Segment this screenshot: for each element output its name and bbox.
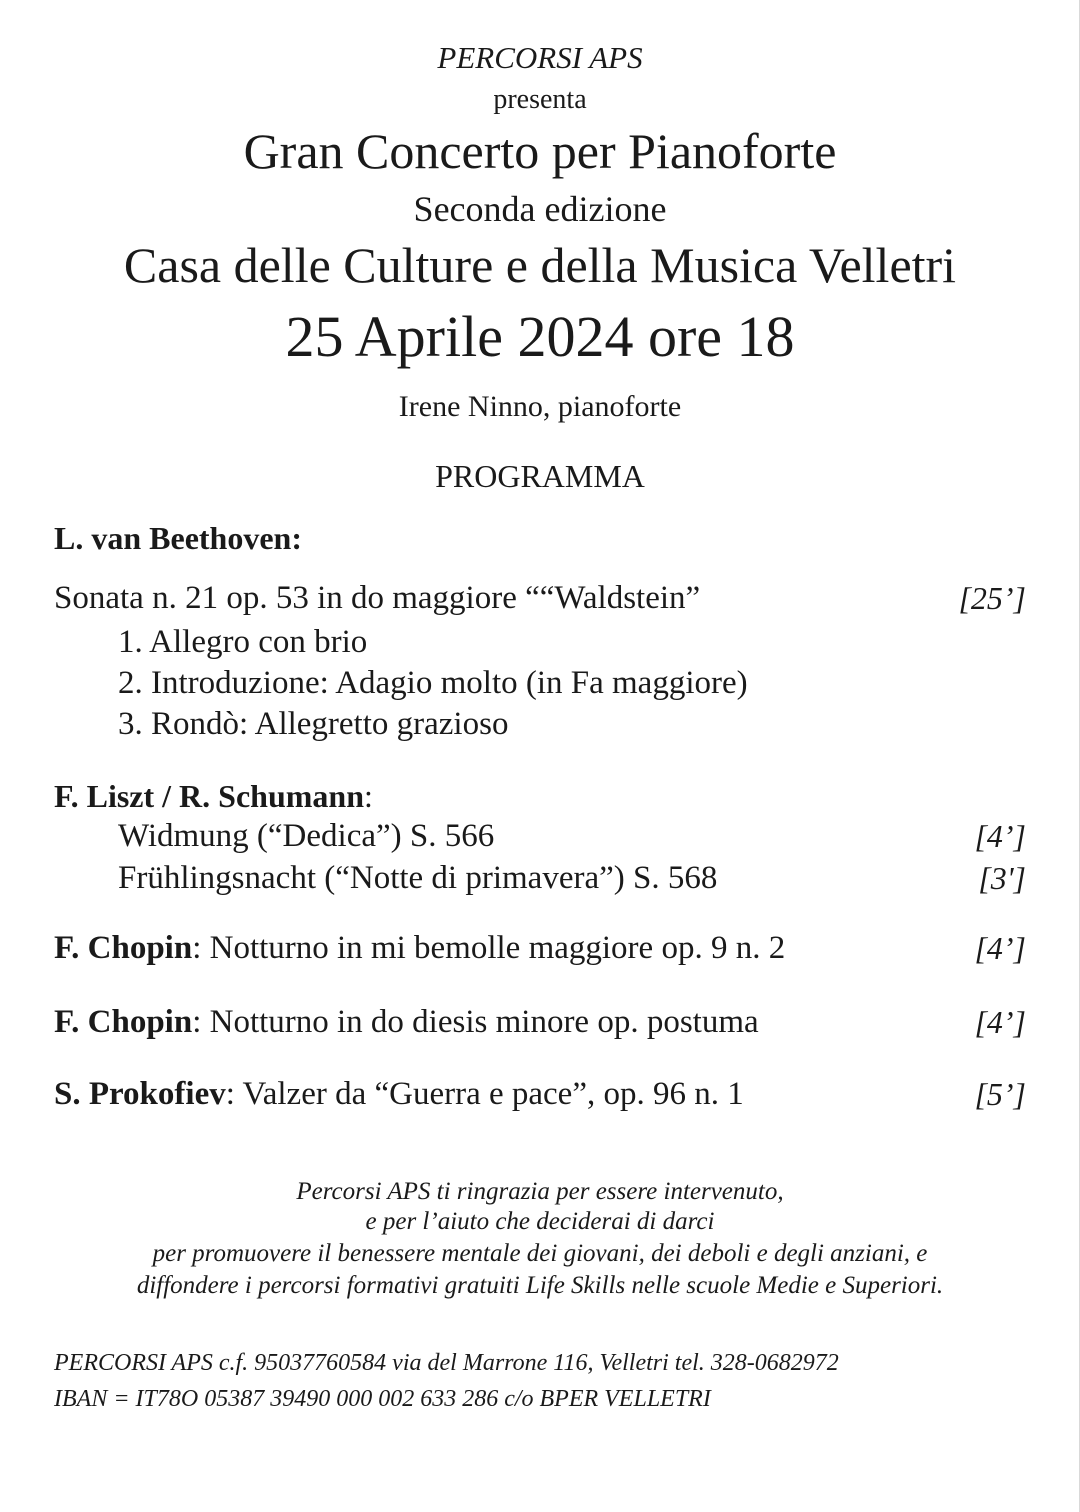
thanks-line-3: per promuovere il benessere mentale dei giovani, dei deboli e degli anziani, e <box>152 1240 928 1267</box>
composer-name: S. Prokofiev <box>54 1076 226 1112</box>
composer-name: L. van Beethoven: <box>54 520 302 556</box>
thanks-line-4: diffondere i percorsi formativi gratuiti Life Skills nelle scuole Medie e Superiori. <box>136 1272 944 1299</box>
composer-name: F. Chopin <box>54 930 193 966</box>
footer-iban: IBAN = IT78O 05387 39490 000 002 633 286 c/o BPER VELLETRI <box>54 1386 711 1412</box>
organizer-name: PERCORSI APS <box>437 40 643 75</box>
edition-text: Seconda edizione <box>413 189 667 229</box>
program-item-chopin-nocturne-op9 <box>54 930 785 967</box>
duration-chopin-op9: [4’] <box>974 930 1026 966</box>
program-item-chopin-nocturne-postuma <box>54 1004 759 1041</box>
composer-colon: : <box>364 778 373 814</box>
thanks-line-2: e per l’aiuto che deciderai di darci <box>365 1208 715 1235</box>
duration-chopin-postuma: [4’] <box>974 1004 1026 1040</box>
performer-text: Irene Ninno, pianoforte <box>398 390 682 423</box>
footer-contact: PERCORSI APS c.f. 95037760584 via del Marrone 116, Velletri tel. 328-0682972 <box>54 1350 839 1376</box>
work-title: : Notturno in do diesis minore op. postuma <box>192 1004 759 1040</box>
work-widmung: Widmung (“Dedica”) S. 566 <box>118 818 495 854</box>
composer-beethoven <box>54 520 302 557</box>
composer-name: F. Liszt / R. Schumann <box>54 778 364 814</box>
work-title: : Notturno in mi bemolle maggiore op. 9 n. 2 <box>192 930 786 966</box>
venue-text: Casa delle Culture e della Musica Velletri <box>123 237 957 293</box>
duration-widmung: [4’] <box>974 818 1026 854</box>
duration-fruhlingsnacht: [3'] <box>978 860 1026 896</box>
movement-1: 1. Allegro con brio <box>118 624 368 660</box>
concert-title: Gran Concerto per Pianoforte <box>243 123 837 179</box>
composer-liszt-schumann <box>54 778 373 815</box>
work-fruhlingsnacht: Frühlingsnacht (“Notte di primavera”) S. 568 <box>118 860 718 896</box>
work-waldstein: Sonata n. 21 op. 53 in do maggiore ““Waldstein” <box>54 580 701 616</box>
composer-name: F. Chopin <box>54 1004 193 1040</box>
program-item-prokofiev-waltz <box>54 1076 744 1113</box>
movement-2: 2. Introduzione: Adagio molto (in Fa maggiore) <box>118 665 748 701</box>
concert-datetime: 25 Aprile 2024 ore 18 <box>285 304 795 369</box>
duration-prokofiev: [5’] <box>974 1076 1026 1112</box>
thanks-line-1: Percorsi APS ti ringrazia per essere intervenuto, <box>296 1178 784 1205</box>
presents-text: presenta <box>493 84 587 115</box>
work-title: : Valzer da “Guerra e pace”, op. 96 n. 1 <box>225 1076 744 1112</box>
movement-3: 3. Rondò: Allegretto grazioso <box>118 706 509 742</box>
program-heading: PROGRAMMA <box>435 458 645 494</box>
duration-waldstein: [25’] <box>958 580 1026 616</box>
